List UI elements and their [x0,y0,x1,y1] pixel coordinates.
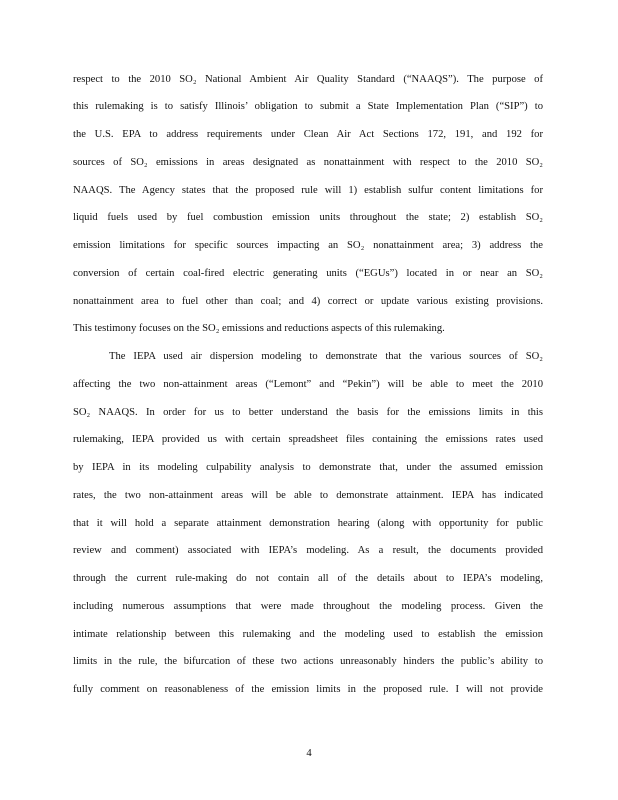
text-line: nonattainment area to fuel other than coal; and 4) correct or update various existing provisions. [73,296,543,307]
text-line: that it will hold a separate attainment demonstration hearing (along with opportunity for public [73,518,543,529]
text-line: rulemaking, IEPA provided us with certain spreadsheet files containing the emissions rates used [73,434,543,445]
text-line: conversion of certain coal-fired electric generating units (“EGUs”) located in or near an SO₂ [73,268,543,279]
text-line: affecting the two non-attainment areas (“Lemont” and “Pekin”) will be able to meet the 2010 [73,379,543,390]
text-line: through the current rule-making do not contain all of the details about to IEPA’s modeling, [73,573,543,584]
text-line: including numerous assumptions that were made throughout the modeling process. Given the [73,601,543,612]
page-number: 4 [306,748,312,759]
paragraph-first-line: The IEPA used air dispersion modeling to demonstrate that the various sources of SO₂ [109,351,543,362]
paragraph-last-line: This testimony focuses on the SO₂ emissions and reductions aspects of this rulemaking. [73,323,445,334]
text-line: limits in the rule, the bifurcation of these two actions unreasonably hinders the public’s ability to [73,656,543,667]
text-line: emission limitations for specific sources impacting an SO₂ nonattainment area; 3) address the [73,240,543,251]
text-line: this rulemaking is to satisfy Illinois’ obligation to submit a State Implementation Plan (“SIP”) to [73,101,543,112]
text-line: by IEPA in its modeling culpability analysis to demonstrate that, under the assumed emission [73,462,543,473]
text-line: liquid fuels used by fuel combustion emission units throughout the state; 2) establish SO₂ [73,212,543,223]
text-line: intimate relationship between this rulemaking and the modeling used to establish the emission [73,629,543,640]
text-line: SO₂ NAAQS. In order for us to better understand the basis for the emissions limits in this [73,407,543,418]
text-line: review and comment) associated with IEPA’s modeling. As a result, the documents provided [73,545,543,556]
text-line: fully comment on reasonableness of the emission limits in the proposed rule. I will not provide [73,684,543,695]
text-line: respect to the 2010 SO₂ National Ambient Air Quality Standard (“NAAQS”). The purpose of [73,74,543,85]
text-line: sources of SO₂ emissions in areas designated as nonattainment with respect to the 2010 SO₂ [73,157,543,168]
text-line: the U.S. EPA to address requirements under Clean Air Act Sections 172, 191, and 192 for [73,129,543,140]
text-line: rates, the two non-attainment areas will be able to demonstrate attainment. IEPA has indicated [73,490,543,501]
text-line: NAAQS. The Agency states that the proposed rule will 1) establish sulfur content limitations for [73,185,543,196]
